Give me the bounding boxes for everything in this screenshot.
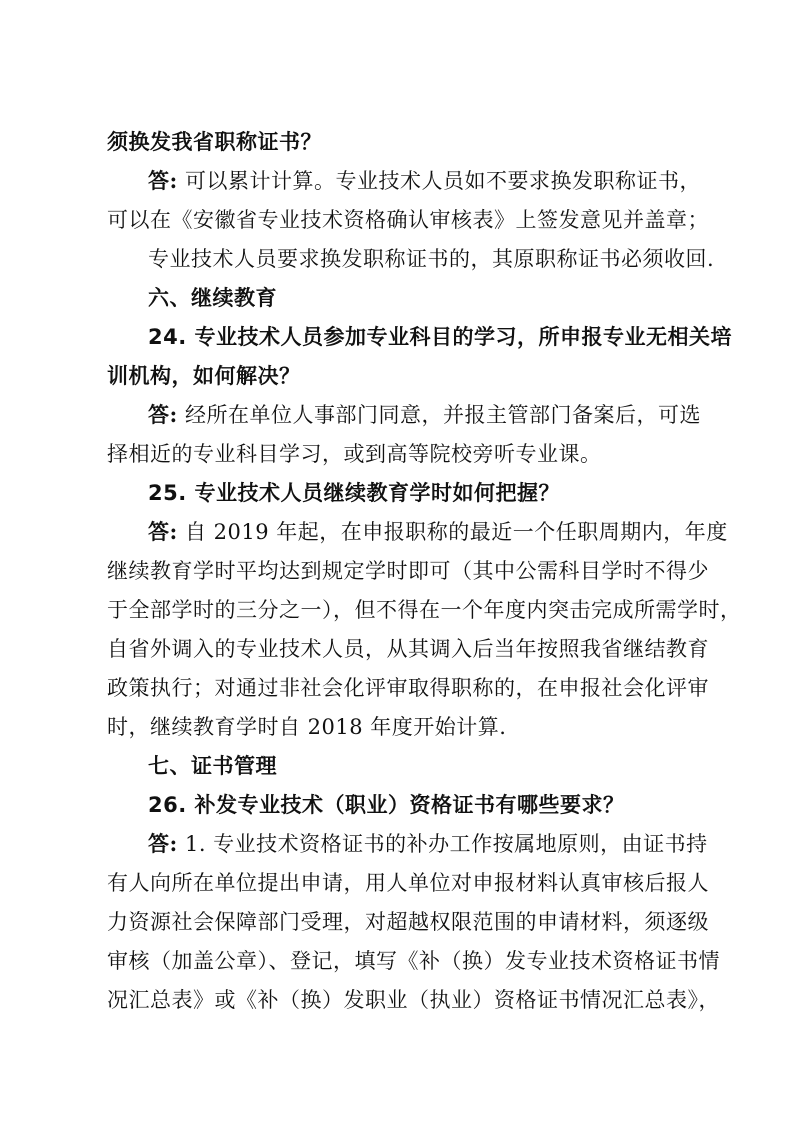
answer-label: 答: (148, 402, 178, 427)
line-text: 审核（加盖公章）、登记，填写《补（换）发专业技术资格证书情 (107, 949, 720, 973)
line-text: 有人向所在单位提出申请，用人单位对申报材料认真审核后报人 (107, 871, 709, 895)
answer-paragraph-line (107, 907, 793, 937)
line-text: 可以在《安徽省专业技术资格确认审核表》上签发意见并盖章； (107, 208, 709, 232)
answer-paragraph-line (107, 673, 793, 703)
line-text: 况汇总表》或《补（换）发职业（执业）资格证书情况汇总表》， (107, 988, 720, 1012)
question-text: 训机构，如何解决？ (107, 364, 301, 388)
section-heading (148, 283, 793, 313)
answer-label: 答: (148, 168, 178, 193)
line-text: 专业技术人员要求换发职称证书的，其原职称证书必须收回. (148, 247, 715, 271)
answer-paragraph-line (107, 946, 793, 976)
question-heading (148, 478, 793, 508)
section-heading (148, 751, 793, 781)
line-text: 时，继续教育学时自 2018 年度开始计算. (107, 715, 507, 739)
answer-paragraph-line (148, 400, 793, 430)
line-text: 于全部学时的三分之一），但不得在一个年度内突击完成所需学时， (107, 598, 742, 622)
question-text: 26. 补发专业技术（职业）资格证书有哪些要求？ (148, 793, 625, 817)
line-text: 政策执行；对通过非社会化评审取得职称的，在申报社会化评审 (107, 676, 709, 700)
question-heading (107, 361, 793, 391)
question-continuation (107, 127, 793, 157)
answer-paragraph-line (107, 712, 793, 742)
line-text: 择相近的专业科目学习，或到高等院校旁听专业课。 (107, 442, 602, 466)
line-text: 1. 专业技术资格证书的补办工作按属地原则，由证书持 (184, 832, 708, 856)
line-text: 自省外调入的专业技术人员，从其调入后当年按照我省继结教育 (107, 637, 709, 661)
answer-paragraph-line (107, 985, 793, 1015)
line-text: 力资源社会保障部门受理，对超越权限范围的申请材料，须逐级 (107, 910, 709, 934)
answer-paragraph-line (148, 829, 793, 859)
question-heading (148, 322, 793, 352)
answer-label: 答: (148, 519, 178, 544)
section-heading-text: 六、继续教育 (148, 286, 277, 310)
answer-paragraph-line (107, 634, 793, 664)
answer-paragraph-line (148, 166, 793, 196)
answer-paragraph-line (148, 244, 793, 274)
section-heading-text: 七、证书管理 (148, 754, 277, 778)
answer-paragraph-line (148, 517, 793, 547)
answer-paragraph-line (107, 595, 793, 625)
question-heading (148, 790, 793, 820)
answer-paragraph-line (107, 439, 793, 469)
line-text: 自 2019 年起，在申报职称的最近一个任职周期内，年度 (184, 520, 728, 544)
answer-paragraph-line (107, 868, 793, 898)
answer-paragraph-line (107, 556, 793, 586)
answer-label: 答: (148, 831, 178, 856)
line-text: 须换发我省职称证书？ (107, 130, 322, 154)
question-text: 24. 专业技术人员参加专业科目的学习，所申报专业无相关培 (148, 325, 733, 349)
line-text: 可以累计计算。专业技术人员如不要求换发职称证书， (184, 169, 701, 193)
answer-paragraph-line (107, 205, 793, 235)
question-text: 25. 专业技术人员继续教育学时如何把握？ (148, 481, 561, 505)
line-text: 经所在单位人事部门同意，并报主管部门备案后，可选 (184, 403, 701, 427)
line-text: 继续教育学时平均达到规定学时即可（其中公需科目学时不得少 (107, 559, 709, 583)
